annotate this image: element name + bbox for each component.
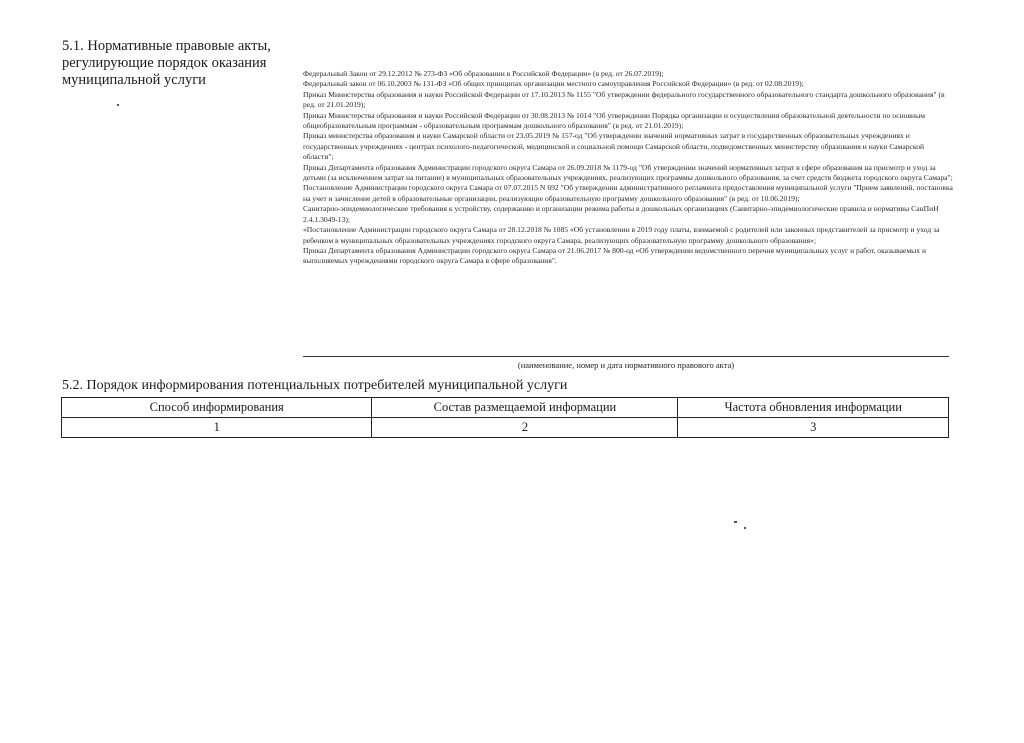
legal-act: Приказ Министерства образования и науки Российской Федерации от 30.08.2013 № 1014 "Об утверждении Порядка организации и осуществления образовательной деятельности по основным общеобразовательным программам - образовательным программам дошкольного образования" (в ред. от 21.01.2019);: [303, 110, 926, 131]
scan-speck: [117, 104, 119, 106]
column-number: 1: [62, 418, 372, 438]
legal-act: Приказ Департамента образования Администрации городского округа Самара от 26.09.2018 № 1179-од "Об утверждении значений нормативных затрат в сфере образования на присмотр и уход за детьми (за исключением затрат на питание) в муниципальных образовательных учреждениях, реализующих программы дошкольного образования, за счет средств бюджета городского округа Самара";: [303, 162, 953, 183]
legal-act: «Постановление Администрации городского округа Самара от 28.12.2018 № 1085 «Об установлении в 2019 году платы, взимаемой с родителей или законных представителей за присмотр и уход за ребенком в муниципальных образовательных учреждениях городского округа Самара, реализующих образовательную программу дошкольного образования»;: [303, 225, 940, 245]
legal-act: Постановление Администрации городского округа Самара от 07.07.2015 N 692 "Об утверждении административного регламента предоставления муниципальной услуги "Прием заявлений, постановка на учет и зачисление детей в образовательные организации, реализующие образовательную программу дошкольного образования" (в ред. от 10.06.2019);: [303, 183, 953, 203]
legal-act: Санитарно-эпидемиологические требования к устройству, содержанию и организации режима работы в дошкольных организациях (Санитарно-эпидемиологические правила и нормативы СанПиН 2.4.1.3049-13);: [303, 204, 939, 224]
acts-caption: (наименование, номер и дата нормативного правового акта): [517, 360, 735, 370]
legal-act: Приказ Департамента образования Администрации городского округа Самара от 21.06.2017 № 800-од «Об утверждении ведомственного перечня муниципальных услуг и работ, оказываемых и выполняемых учреждениями городского округа Самара в сфере образования".: [303, 245, 927, 266]
legal-act: Приказ Министерства образования и науки Российской Федерации от 17.10.2013 № 1155 "Об утверждении федерального государственного образовательного стандарта дошкольного образования" (в ред. от 21.01.2019);: [303, 89, 945, 110]
section-5-1-title-line: регулирующие порядок оказания: [62, 55, 267, 71]
legal-act: Приказ министерства образования и науки Самарской области от 23.05.2019 № 157-од "Об утверждении значений нормативных затрат в государственных образовательных учреждениях и государственных учреждениях - центрах психолого-педагогической, медицинской и социальной помощи Самарской области, подведомственных министерству образования и науки Самарской области";: [303, 131, 925, 162]
informing-table: [61, 397, 949, 438]
header-frequency: Частота обновления информации: [678, 398, 949, 418]
header-method: Способ информирования: [62, 398, 372, 418]
acts-underline: [303, 356, 949, 357]
header-content: Состав размещаемой информации: [372, 398, 678, 418]
legal-acts-list: [303, 69, 953, 267]
scan-speck: [744, 527, 746, 529]
section-5-1-title-line: 5.1. Нормативные правовые акты,: [62, 38, 271, 54]
legal-act: Федеральный закон от 06.10.2003 № 131-ФЗ «Об общих принципах организации местного самоуправления Российской Федерации» (в ред. от 02.08.2019);: [303, 79, 804, 89]
section-5-1-title: [62, 38, 292, 89]
legal-act: Федеральный Закон от 29.12.2012 № 273-ФЗ «Об образовании в Российской Федерации» (в ред. от 26.07.2019);: [303, 69, 664, 78]
section-5-2-title: 5.2. Порядок информирования потенциальных потребителей муниципальной услуги: [62, 378, 568, 393]
table-header-row: [62, 398, 949, 418]
section-5-1-title-line: муниципальной услуги: [62, 72, 206, 88]
scan-speck: [734, 521, 737, 523]
table-row: [62, 418, 949, 438]
column-number: 3: [678, 418, 949, 438]
column-number: 2: [372, 418, 678, 438]
